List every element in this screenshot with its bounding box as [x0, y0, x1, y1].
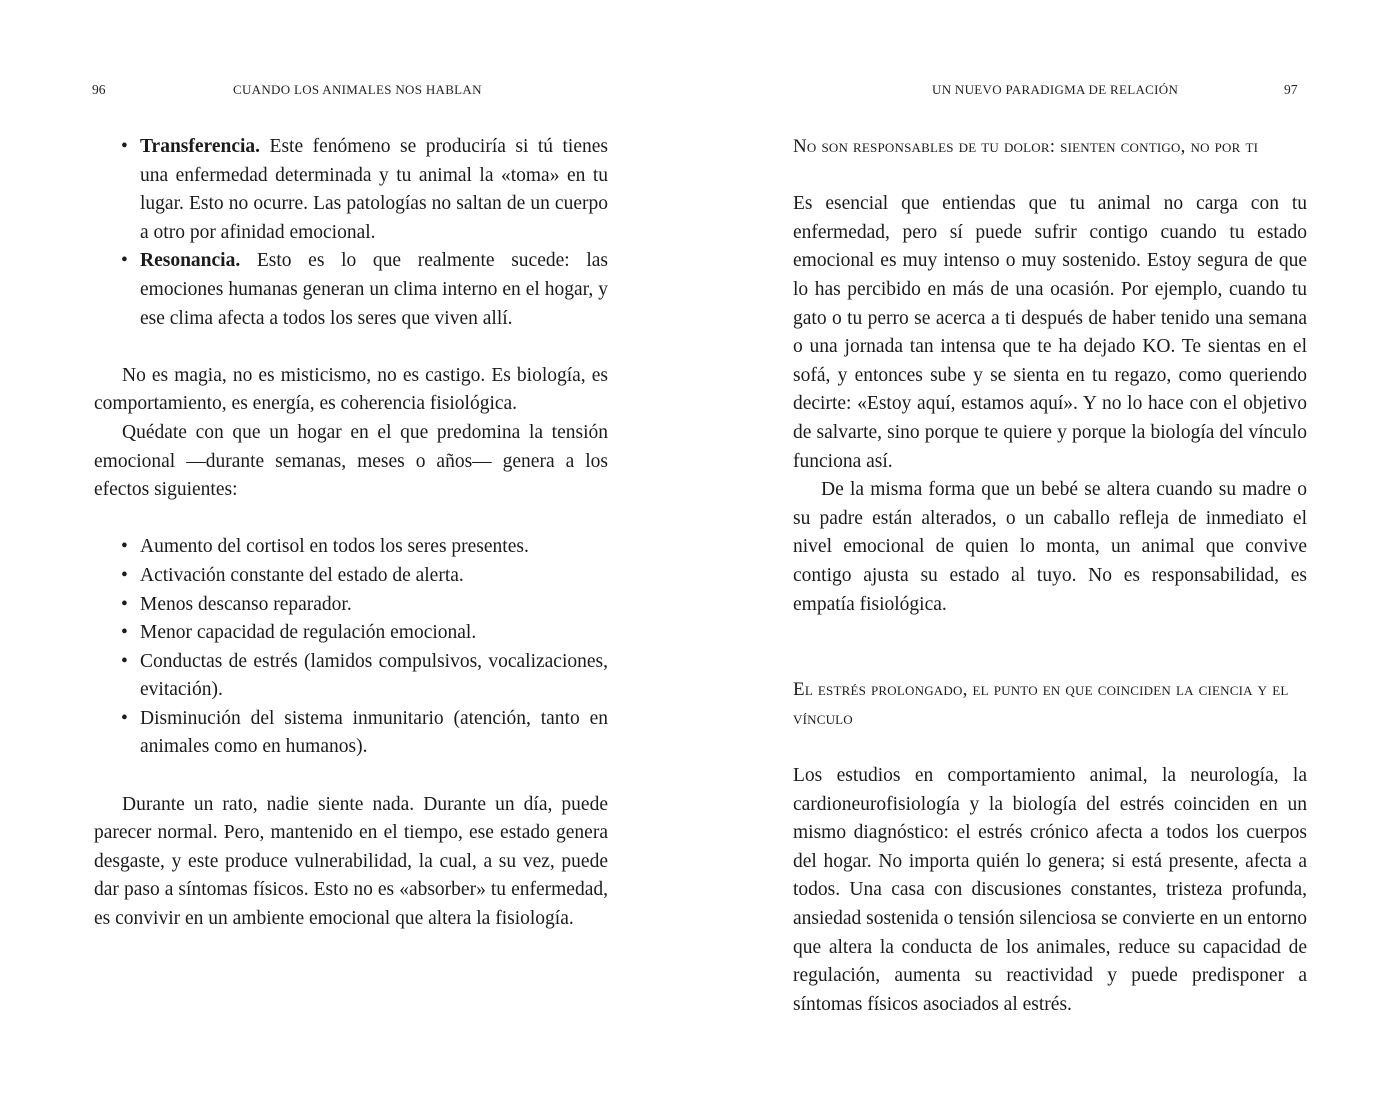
running-head-right: UN NUEVO PARADIGMA DE RELACIÓN: [932, 82, 1179, 97]
list-item: • Menos descanso reparador.: [94, 591, 608, 620]
running-head-left: CUANDO LOS ANIMALES NOS HABLAN: [233, 82, 482, 97]
paragraph: No es magia, no es misticismo, no es castigo. Es biología, es comportamiento, es energía, es coherencia fisiológica.: [94, 364, 608, 415]
list-item: • Aumento del cortisol en todos los seres presentes.: [94, 533, 608, 562]
definition-text: Esto es lo que realmente sucede: las emociones humanas generan un clima interno en el hogar, y ese clima afecta a todos los seres que viven allí.: [140, 250, 608, 329]
term-resonancia: Resonancia.: [140, 250, 241, 272]
right-body: [793, 133, 1307, 1019]
page-number-left: 96: [92, 82, 106, 97]
term-transferencia: Transferencia.: [140, 136, 261, 157]
paragraph: Quédate con que un hogar en el que predomina la tensión emocional —durante semanas, meses o años— genera a los efectos siguientes:: [94, 421, 608, 501]
list-item: • Activación constante del estado de alerta.: [94, 562, 608, 591]
paragraph: De la misma forma que un bebé se altera cuando su madre o su padre están alterados, o un caballo refleja de inmediato el nivel emocional de quien lo monta, un animal que convive contigo ajusta su estado al tuyo. No es responsabilidad, es empatía fisiológica.: [793, 479, 1307, 615]
list-item: • Conductas de estrés (lamidos compulsivos, vocalizaciones, evitación).: [94, 648, 608, 705]
list-item: • Menor capacidad de regulación emocional.: [94, 619, 608, 648]
page-number-right: 97: [1284, 82, 1298, 97]
list-item: [94, 247, 608, 333]
paragraph: Durante un rato, nadie siente nada. Durante un día, puede parecer normal. Pero, mantenido en el tiempo, ese estado genera desgaste, y este produce vulnerabilidad, la cual, a su vez, puede dar paso a síntomas físicos. Esto no es «absorber» tu enfermedad, es convivir en un ambiente emocional que altera la fisiología.: [94, 793, 608, 930]
list-item: [94, 133, 608, 247]
paragraph: Es esencial que entiendas que tu animal no carga con tu enfermedad, pero sí puede sufrir contigo cuando tu estado emocional es muy intenso o muy sostenido. Estoy segura de que lo has percibido en más de una ocasión. Por ejemplo, cuando tu gato o tu perro se acerca a ti después de haber tenido una semana o una jornada tan intensa que te ha dejado KO. Te sientas en el sofá, y entonces sube y se sienta en tu regazo, como queriendo decirte: «Estoy aquí, estamos aquí». Y no lo hace con el objetivo de salvarte, sino porque te quiere y porque la biología del vínculo funciona así.: [793, 193, 1307, 472]
definition-list: [94, 133, 608, 333]
effects-list: [94, 533, 608, 762]
left-body: [94, 133, 608, 934]
list-item: • Disminución del sistema inmunitario (atención, tanto en animales como en humanos).: [94, 705, 608, 762]
definition-text: Este fenómeno se produciría si tú tienes una enfermedad determinada y tu animal la «toma» en tu lugar. Esto no ocurre. Las patologías no saltan de un cuerpo a otro por afinidad emocional.: [140, 136, 608, 243]
right-page: [700, 0, 1400, 1114]
paragraph: Los estudios en comportamiento animal, la neurología, la cardioneurofisiología y la biología del estrés coinciden en un mismo diagnóstico: el estrés crónico afecta a todos los cuerpos del hogar. No importa quién lo genera; si está presente, afecta a todos. Una casa con discusiones constantes, tristeza profunda, ansiedad sostenida o tensión silenciosa se convierte en un entorno que altera la conducta de los animales, reduce su capacidad de regulación, aumenta su reactividad y puede predisponer a síntomas físicos asociados al estrés.: [793, 765, 1307, 1015]
section-heading: El estrés prolongado, el punto en que coinciden la ciencia y el vínculo: [793, 679, 1289, 729]
section-heading: No son responsables de tu dolor: sienten contigo, no por ti: [793, 136, 1259, 157]
